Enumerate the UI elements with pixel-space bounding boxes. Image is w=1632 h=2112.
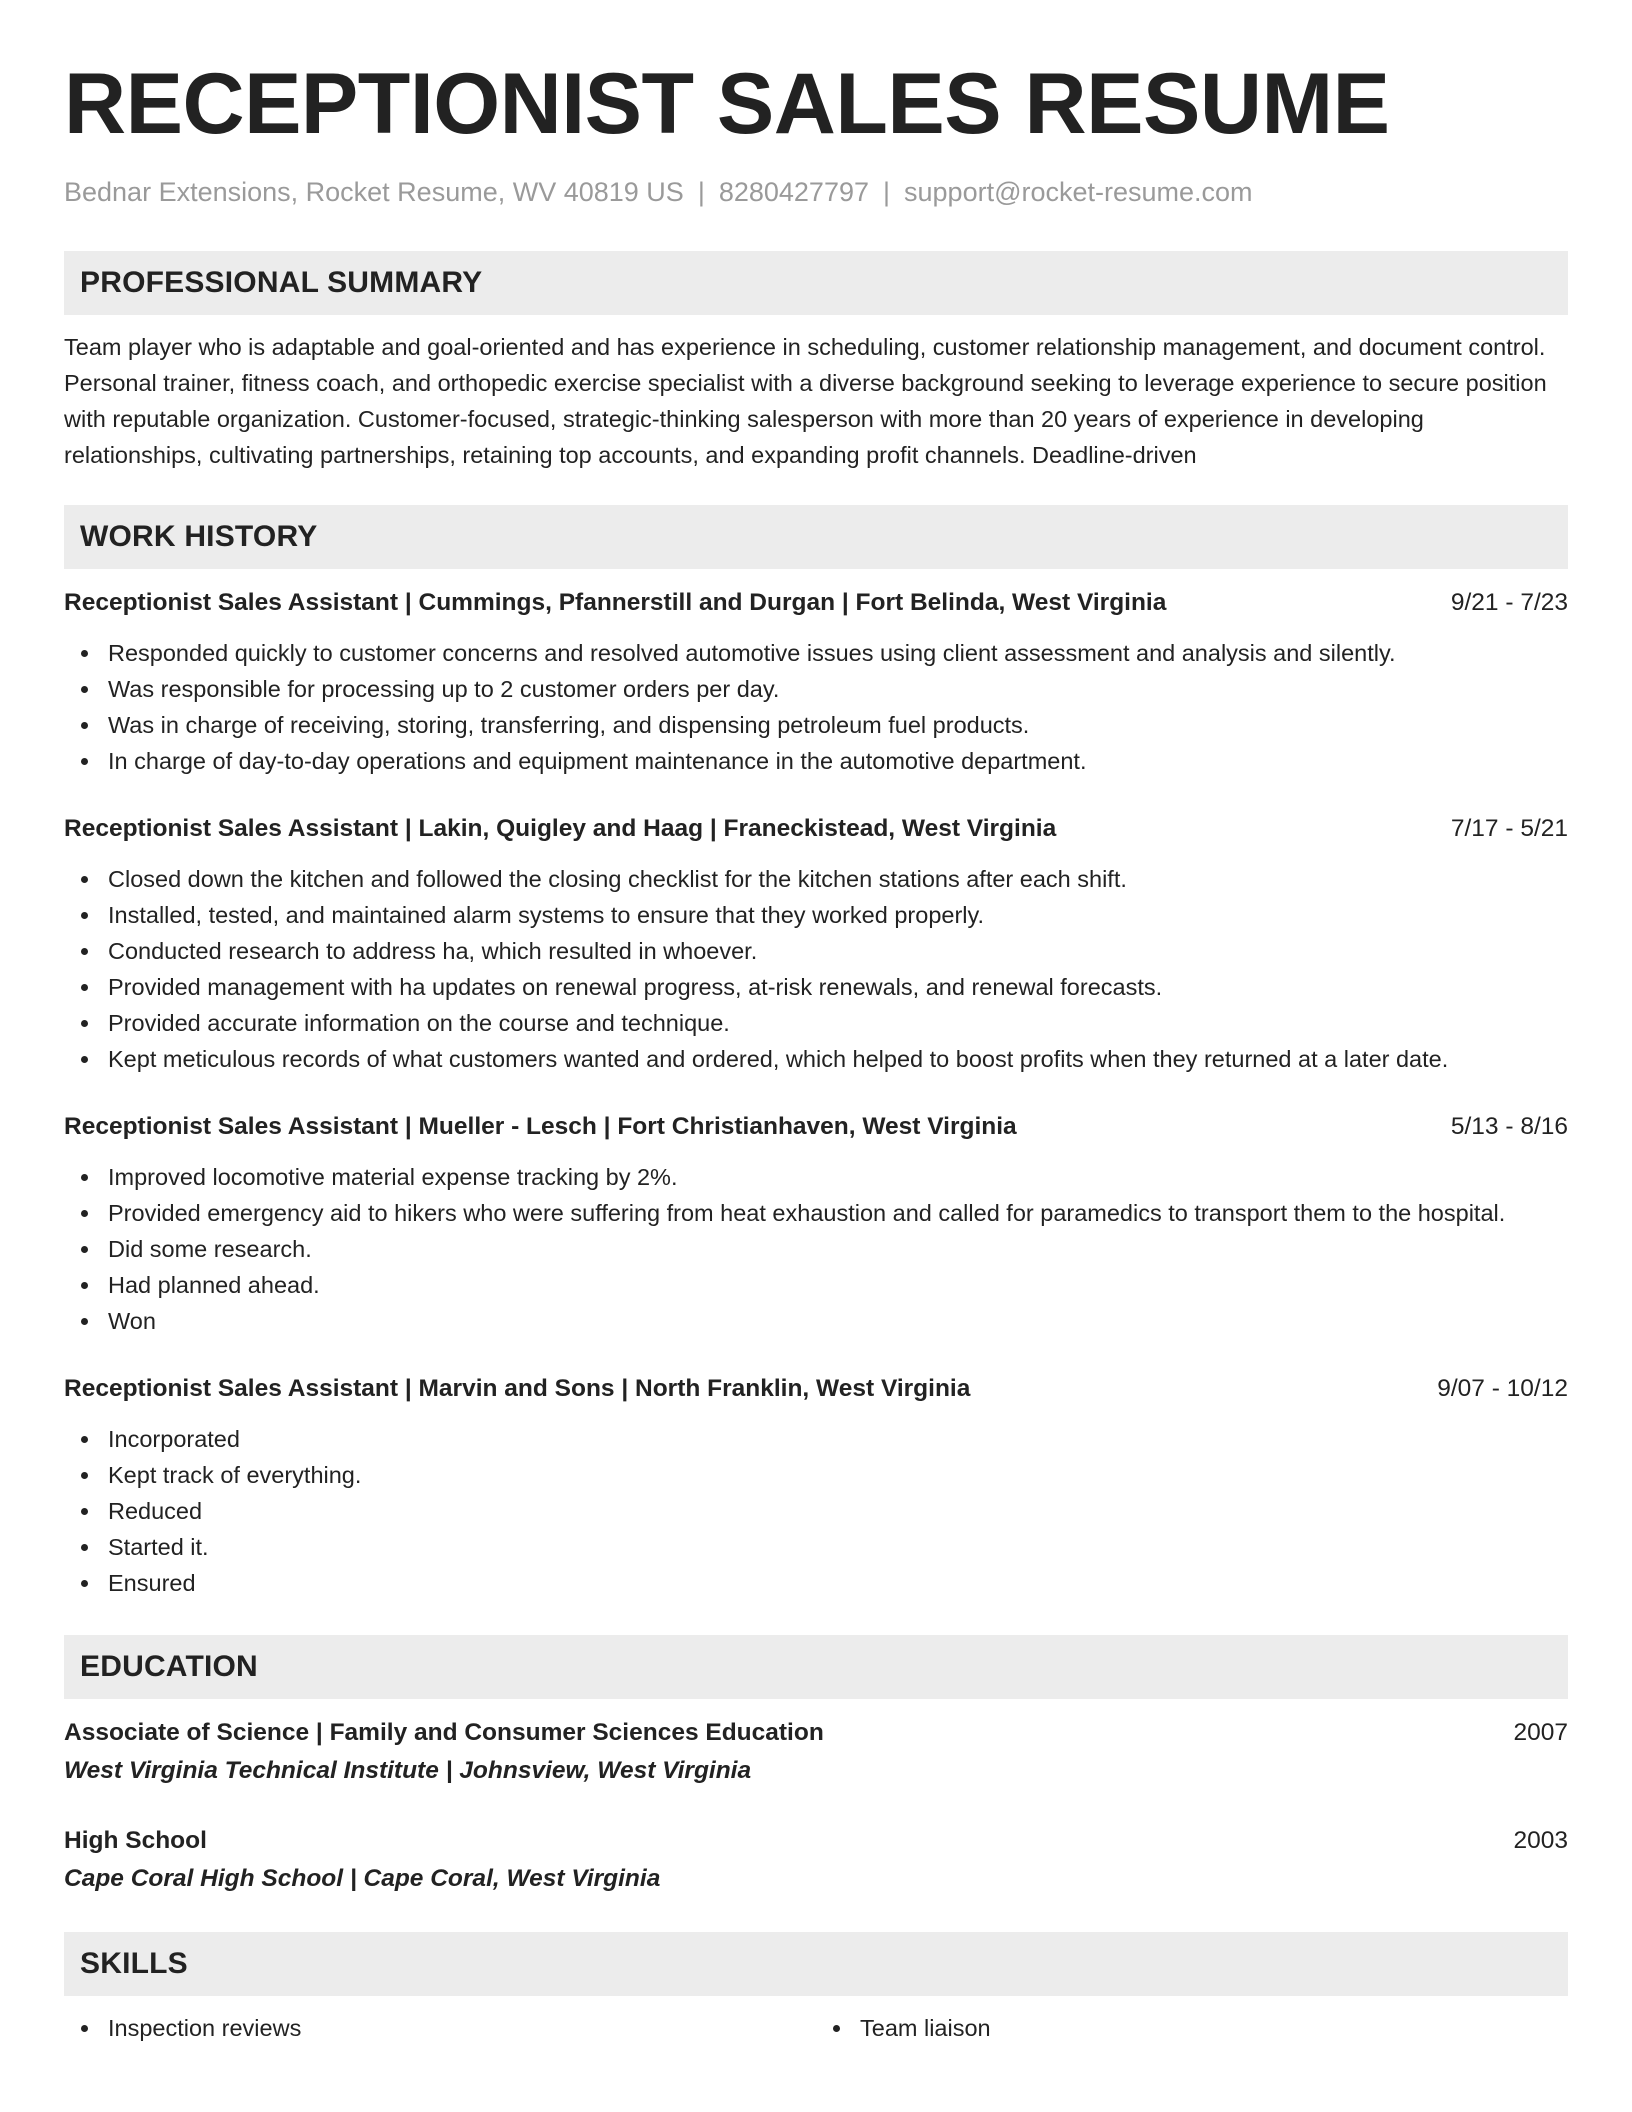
list-item: Installed, tested, and maintained alarm systems to ensure that they worked properly. <box>108 897 1568 933</box>
education-degree: High School <box>64 1827 207 1854</box>
work-history-heading: WORK HISTORY <box>64 505 1568 569</box>
list-item: Provided accurate information on the course and technique. <box>108 1005 1568 1041</box>
contact-line <box>64 174 1568 210</box>
job-dates: 9/07 - 10/12 <box>1437 1375 1568 1402</box>
list-item: Closed down the kitchen and followed the closing checklist for the kitchen stations after each shift. <box>108 861 1568 897</box>
list-item: Responded quickly to customer concerns and resolved automotive issues using client assessment and analysis and silently. <box>108 635 1568 671</box>
list-item: Improved locomotive material expense tracking by 2%. <box>108 1159 1568 1195</box>
skill-item: Team liaison <box>860 2010 1568 2046</box>
education-entry <box>64 1715 1568 1789</box>
contact-separator: | <box>883 177 891 207</box>
job-bullets <box>64 1421 1568 1601</box>
list-item: Provided emergency aid to hikers who were suffering from heat exhaustion and called for paramedics to transport them to the hospital. <box>108 1195 1568 1231</box>
list-item: Started it. <box>108 1529 1568 1565</box>
job-dates: 7/17 - 5/21 <box>1450 815 1568 842</box>
job-title: Receptionist Sales Assistant | Mueller - Lesch | Fort Christianhaven, West Virginia <box>64 1113 1017 1140</box>
education-school: Cape Coral High School | Cape Coral, West Virginia <box>64 1865 661 1892</box>
education-header <box>64 1715 1568 1751</box>
job-dates: 9/21 - 7/23 <box>1450 589 1568 616</box>
job-entry <box>64 1109 1568 1339</box>
skills-heading: SKILLS <box>64 1932 1568 1996</box>
job-dates: 5/13 - 8/16 <box>1450 1113 1568 1140</box>
education-entry <box>64 1823 1568 1897</box>
job-entry <box>64 1371 1568 1601</box>
list-item: In charge of day-to-day operations and equipment maintenance in the automotive department. <box>108 743 1568 779</box>
job-entry <box>64 811 1568 1077</box>
list-item: Ensured <box>108 1565 1568 1601</box>
job-header <box>64 1109 1568 1145</box>
list-item: Reduced <box>108 1493 1568 1529</box>
list-item: Kept track of everything. <box>108 1457 1568 1493</box>
list-item: Was in charge of receiving, storing, transferring, and dispensing petroleum fuel products. <box>108 707 1568 743</box>
summary-heading: PROFESSIONAL SUMMARY <box>64 251 1568 315</box>
list-item: Won <box>108 1303 1568 1339</box>
job-bullets <box>64 861 1568 1077</box>
skills-column-left <box>64 2010 816 2046</box>
job-bullets <box>64 1159 1568 1339</box>
job-header <box>64 1371 1568 1407</box>
job-title: Receptionist Sales Assistant | Cummings, Pfannerstill and Durgan | Fort Belinda, West Virginia <box>64 589 1167 616</box>
list-item: Was responsible for processing up to 2 customer orders per day. <box>108 671 1568 707</box>
education-year: 2007 <box>1513 1719 1568 1746</box>
contact-phone: 8280427797 <box>718 177 869 207</box>
education-heading: EDUCATION <box>64 1635 1568 1699</box>
list-item: Incorporated <box>108 1421 1568 1457</box>
contact-separator: | <box>697 177 705 207</box>
job-bullets <box>64 635 1568 779</box>
job-header <box>64 811 1568 847</box>
list-item: Kept meticulous records of what customers wanted and ordered, which helped to boost profits when they returned at a later date. <box>108 1041 1568 1077</box>
contact-address: Bednar Extensions, Rocket Resume, WV 40819 US <box>64 177 684 207</box>
list-item: Did some research. <box>108 1231 1568 1267</box>
list-item: Had planned ahead. <box>108 1267 1568 1303</box>
summary-text: Team player who is adaptable and goal-oriented and has experience in scheduling, customer relationship management, and document control. Personal trainer, fitness coach, and orthopedic exercise specialist with a diverse background seeking to leverage experience to secure position with reputable organization. Customer-focused, strategic-thinking salesperson with more than 20 years of experience in developing relationships, cultivating partnerships, retaining top accounts, and expanding profit channels. Deadline-driven <box>64 334 1547 468</box>
education-year: 2003 <box>1513 1827 1568 1854</box>
list-item: Conducted research to address ha, which resulted in whoever. <box>108 933 1568 969</box>
job-title: Receptionist Sales Assistant | Lakin, Quigley and Haag | Franeckistead, West Virginia <box>64 815 1057 842</box>
education-header <box>64 1823 1568 1859</box>
skills-column-right <box>816 2010 1568 2046</box>
resume-title: RECEPTIONIST SALES RESUME <box>64 56 1390 152</box>
resume-page <box>64 52 1568 2046</box>
skills-list <box>64 2010 1568 2046</box>
education-degree: Associate of Science | Family and Consumer Sciences Education <box>64 1719 824 1746</box>
job-header <box>64 585 1568 621</box>
contact-email: support@rocket-resume.com <box>904 177 1253 207</box>
list-item: Provided management with ha updates on renewal progress, at-risk renewals, and renewal forecasts. <box>108 969 1568 1005</box>
skill-item: Inspection reviews <box>108 2010 816 2046</box>
job-entry <box>64 585 1568 779</box>
job-title: Receptionist Sales Assistant | Marvin and Sons | North Franklin, West Virginia <box>64 1375 971 1402</box>
education-school: West Virginia Technical Institute | Johnsview, West Virginia <box>64 1757 752 1784</box>
